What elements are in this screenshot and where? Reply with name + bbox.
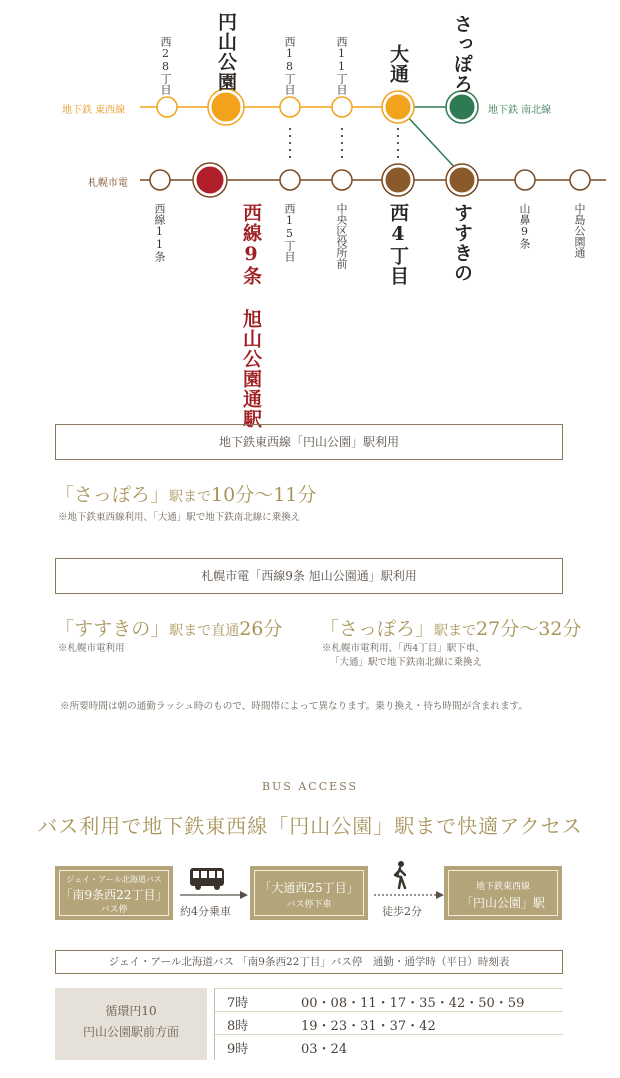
bus-step1-top: ジェイ・アール北海道バス [66, 875, 162, 884]
ride-label: 約4分乗車 [180, 905, 231, 918]
stop-maruyama [210, 91, 242, 123]
section2-header: 札幌市電「西線9条 旭山公園通」駅利用 [55, 558, 563, 594]
station-sapporo: さっぽろ [451, 14, 473, 94]
section2-right-note2: 「大通」駅で地下鉄南北線に乗換え [330, 657, 483, 668]
station-nishisen9 [200, 203, 260, 429]
bus-step3-box [444, 866, 562, 920]
bus-headline: バス利用で地下鉄東西線「円山公園」駅まで快適アクセス [37, 814, 583, 838]
timetable-times: 19・23・31・37・42 [301, 1019, 436, 1034]
timetable-times: 03・24 [301, 1042, 348, 1057]
stop-odori [384, 93, 412, 121]
station-maruyama: 円山公園 [215, 12, 237, 92]
stop-chuoku [332, 170, 352, 190]
bus-step2-box [250, 866, 368, 920]
section2-right-name: 「さっぽろ」 [320, 618, 435, 640]
transfer-line [405, 114, 458, 171]
section2-left-time: 26分 [239, 618, 283, 640]
walk-arrow [374, 890, 444, 900]
timetable-row [215, 989, 563, 1012]
bus-step3-top: 地下鉄東西線 [475, 882, 530, 892]
timetable-route-line2: 円山公園駅前方面 [82, 1025, 179, 1039]
bus-step1-main: 「南9条西22丁目」 [60, 888, 168, 902]
timetable-hour: 9時 [227, 1042, 249, 1057]
section2-left-note: ※札幌市電利用 [58, 643, 125, 654]
stop-yamahana9 [515, 170, 535, 190]
bus-step3-main: 「円山公園」駅 [460, 896, 545, 910]
section1-route-name: 「さっぽろ」 [55, 484, 170, 506]
section2-right-note1: ※札幌市電利用、「西4丁目」駅下車、 [322, 643, 485, 654]
walk-icon [392, 860, 410, 890]
section1-route [55, 480, 316, 507]
stop-nishisen11 [150, 170, 170, 190]
stop-nishisen9 [195, 165, 225, 195]
stop-nakajima [570, 170, 590, 190]
station-odori: 大通 [387, 44, 409, 84]
section2-left-name: 「すすきの」 [55, 618, 170, 640]
stop-nishi11 [332, 97, 352, 117]
bus-step1-sub: バス停 [100, 905, 128, 915]
timetable-hour: 7時 [227, 996, 249, 1011]
station-nishi11: 西11丁目 [335, 36, 348, 95]
stop-sapporo [448, 93, 476, 121]
timetable-row [215, 1012, 563, 1035]
station-yamahana9: 山鼻9条 [518, 203, 531, 249]
section2-right-suffix: 駅まで [434, 623, 477, 639]
stop-nishi28 [157, 97, 177, 117]
timetable-hour: 8時 [227, 1019, 249, 1034]
nanboku-line-label: 地下鉄 南北線 [488, 105, 552, 116]
bus-step1-box [55, 866, 173, 920]
timetable-times: 00・08・11・17・35・42・50・59 [301, 996, 525, 1011]
station-nishi28: 西28丁目 [159, 36, 172, 95]
station-chuoku: 中央区役所前 [335, 203, 348, 269]
streetcar-line-label: 札幌市電 [88, 178, 128, 189]
section2-left-route [55, 614, 282, 641]
section1-header: 地下鉄東西線「円山公園」駅利用 [55, 424, 563, 460]
bus-step2-sub: バス停下車 [286, 900, 332, 910]
stop-nishi18 [280, 97, 300, 117]
section1-route-time: 10分〜11分 [211, 484, 317, 506]
bus-icon [188, 866, 228, 892]
tozai-line-label: 地下鉄 東西線 [62, 105, 126, 116]
stop-nishi4 [384, 166, 412, 194]
section2-right-route [320, 614, 581, 641]
section2-right-time: 27分〜32分 [476, 618, 582, 640]
bus-step2-main: 「大通西25丁目」 [259, 881, 359, 895]
station-nakajima: 中島公園通 [573, 203, 586, 258]
section1-route-suffix: 駅まで [169, 489, 212, 505]
bus-eyebrow: BUS ACCESS [261, 780, 359, 793]
station-nishisen9-label: 西線9条 旭山公園通駅 [240, 203, 262, 429]
station-nishisen11: 西線11条 [153, 203, 166, 262]
stop-nishi15 [280, 170, 300, 190]
timetable-route [55, 988, 207, 1060]
station-nishi15: 西15丁目 [283, 203, 296, 262]
timetable-row [215, 1035, 563, 1057]
timetable-route-line1: 循環円10 [105, 1004, 157, 1018]
timetable-header: ジェイ・アール北海道バス 「南9条西22丁目」バス停 通勤・通学時（平日）時刻表 [55, 950, 563, 974]
station-nishi18: 西18丁目 [283, 36, 296, 95]
station-susukino: すすきの [451, 203, 473, 283]
ride-arrow [180, 890, 248, 900]
stop-susukino [448, 166, 476, 194]
station-nishi4: 西4丁目 [387, 203, 409, 286]
section1-note: ※地下鉄東西線利用、「大通」駅で地下鉄南北線に乗換え [58, 512, 301, 523]
section2-left-suffix: 駅まで直通 [169, 623, 240, 639]
walk-label: 徒歩2分 [382, 905, 422, 918]
footnote: ※所要時間は朝の通勤ラッシュ時のもので、時間帯によって異なります。乗り換え・待ち時間が含まれます。 [60, 701, 528, 712]
